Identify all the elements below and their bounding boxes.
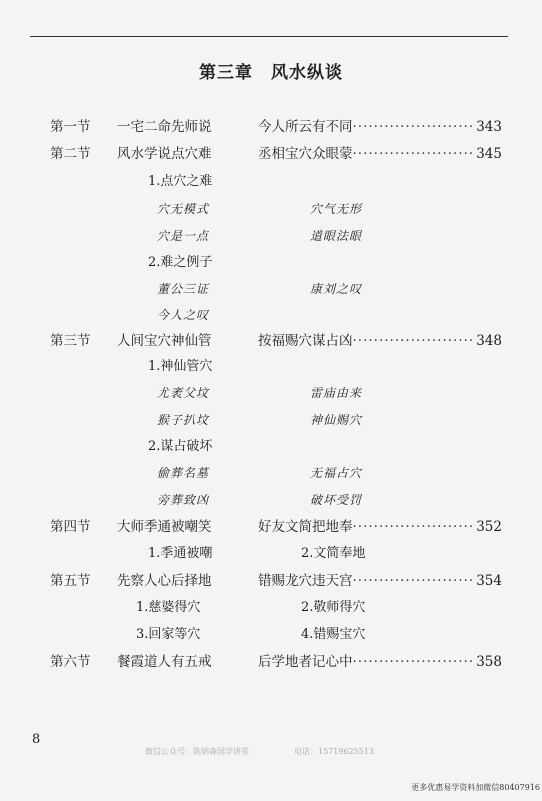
chapter-name: 风水纵谈 [271, 63, 343, 83]
chapter-number: 第三章 [199, 63, 253, 83]
section-label: 第五节 [50, 573, 91, 589]
section-right-text: 错赐龙穴违天宫 [258, 573, 353, 589]
topic-item: 穴气无形 [310, 202, 363, 216]
topic-item: 神仙赐穴 [310, 413, 363, 427]
section-left-line: 人间宝穴神仙管 [117, 333, 212, 349]
section-page: 354 [476, 573, 502, 589]
topic-item: 尤袤父坟 [157, 386, 210, 400]
section-right-line [258, 653, 502, 671]
top-rule [30, 36, 508, 37]
topic-item: 今人之叹 [157, 308, 210, 322]
section-label: 第一节 [50, 119, 91, 135]
section-label: 第四节 [50, 519, 91, 535]
subsection-item: 1.季通被嘲 [148, 546, 213, 561]
section-right-text: 好友文简把地奉 [258, 519, 353, 535]
section-page: 348 [476, 333, 502, 349]
footer-wechat: 微信公众号：陈炳森国学讲堂 [145, 747, 249, 756]
topic-item: 猴子扒坟 [157, 413, 210, 427]
section-left-line: 一宅二命先师说 [117, 119, 212, 135]
page-number: 8 [32, 732, 41, 747]
leader-dots [353, 332, 475, 350]
section-right-line [258, 118, 502, 136]
topic-item: 雷庙由来 [310, 386, 363, 400]
section-right-text: 今人所云有不同 [258, 119, 353, 135]
subsection-item: 2.敬师得穴 [301, 600, 366, 615]
topic-item: 穴无模式 [157, 202, 210, 216]
topic-item: 破坏受罚 [310, 493, 363, 507]
section-page: 358 [476, 654, 502, 670]
footer-phone: 电话：15719625513 [294, 747, 374, 756]
subsection-heading: 2.难之例子 [148, 255, 213, 270]
subsection-item: 1.慈婆得穴 [136, 600, 201, 615]
chapter-title [0, 58, 542, 83]
leader-dots [353, 118, 475, 136]
subsection-heading: 1.神仙管穴 [148, 359, 213, 374]
section-page: 345 [476, 146, 502, 162]
topic-item: 道眼法眼 [310, 229, 363, 243]
section-right-text: 后学地者记心中 [258, 654, 353, 670]
section-left-line: 先察人心后择地 [117, 573, 212, 589]
subsection-heading: 2.谋占破坏 [148, 439, 213, 454]
topic-item: 康刘之叹 [310, 282, 363, 296]
section-page: 343 [476, 119, 502, 135]
section-page: 352 [476, 519, 502, 535]
leader-dots [353, 145, 475, 163]
subsection-item: 3.回家等穴 [136, 627, 201, 642]
section-left-line: 大师季通被嘲笑 [117, 519, 212, 535]
section-label: 第六节 [50, 654, 91, 670]
topic-item: 无福占穴 [310, 466, 363, 480]
subsection-heading: 1.点穴之难 [148, 174, 213, 189]
section-label: 第三节 [50, 333, 91, 349]
section-left-line: 风水学说点穴难 [117, 146, 212, 162]
section-right-text: 丞相宝穴众眼蒙 [258, 146, 353, 162]
section-right-line [258, 518, 502, 536]
section-label: 第二节 [50, 146, 91, 162]
leader-dots [353, 518, 475, 536]
topic-item: 偷葬名墓 [157, 466, 210, 480]
section-right-line [258, 332, 502, 350]
topic-item: 穴是一点 [157, 229, 210, 243]
watermark-text: 更多优惠易学资料加微信80407916 [411, 783, 540, 792]
subsection-item: 2.文简奉地 [301, 546, 366, 561]
leader-dots [353, 572, 475, 590]
subsection-item: 4.错赐宝穴 [301, 627, 366, 642]
leader-dots [353, 653, 475, 671]
topic-item: 董公三证 [157, 282, 210, 296]
section-left-line: 餐霞道人有五戒 [117, 654, 212, 670]
topic-item: 旁葬致凶 [157, 493, 210, 507]
section-right-line [258, 572, 502, 590]
section-right-line [258, 145, 502, 163]
section-right-text: 按福赐穴谋占凶 [258, 333, 353, 349]
